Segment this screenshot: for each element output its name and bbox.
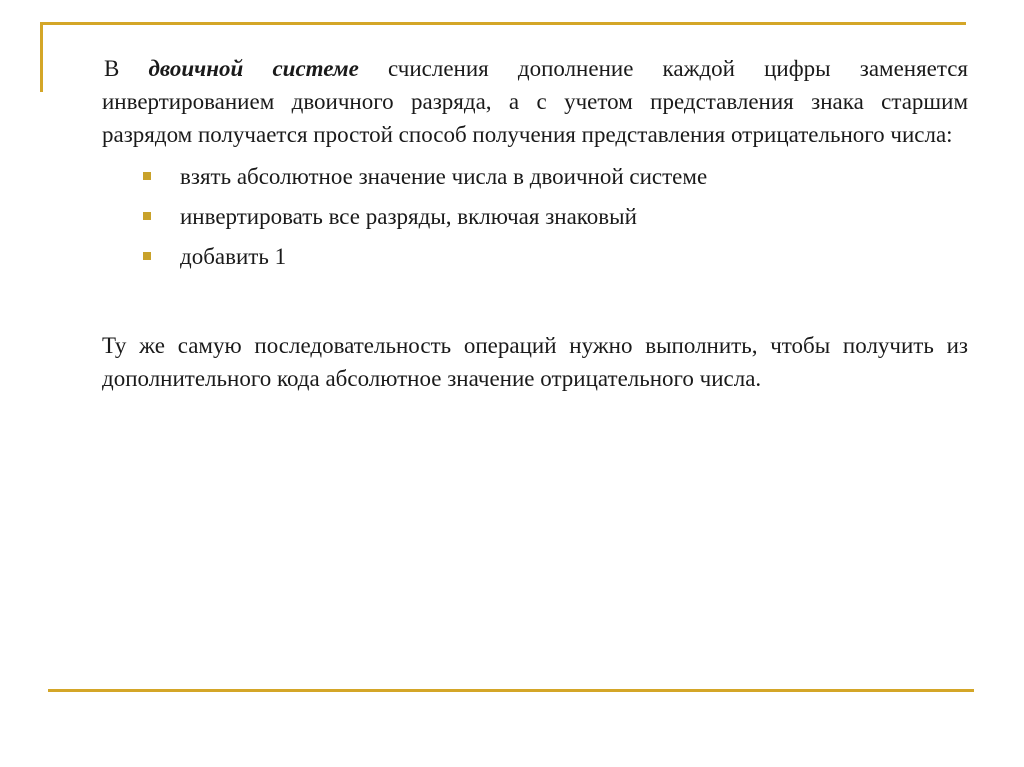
steps-list	[102, 157, 968, 277]
list-item-text: инвертировать все разряды, включая знаковый	[180, 204, 637, 229]
list-item	[138, 237, 968, 277]
square-bullet-icon	[143, 172, 151, 180]
frame-left-line	[40, 22, 43, 92]
intro-rest: счисления дополнение каждой цифры заменяется инвертированием двоичного разряда, а с учетом представления знака старшим разрядом получается простой способ получения представления отрицательного числа:	[102, 56, 969, 147]
list-item	[138, 157, 968, 197]
list-item	[138, 197, 968, 237]
list-item-text: взять абсолютное значение числа в двоичной системе	[180, 164, 708, 189]
intro-emphasis: двоичной системе	[148, 56, 359, 81]
intro-lead-word: В	[104, 56, 120, 81]
conclusion-paragraph: Ту же самую последовательность операций нужно выполнить, чтобы получить из дополнительного кода абсолютное значение отрицательного числа.	[102, 333, 968, 391]
slide-content	[102, 52, 968, 395]
square-bullet-icon	[143, 212, 151, 220]
list-item-text: добавить 1	[180, 244, 287, 269]
frame-bottom-line	[48, 689, 974, 692]
square-bullet-icon	[143, 252, 151, 260]
intro-paragraph	[102, 52, 968, 151]
frame-top-line	[40, 22, 966, 25]
